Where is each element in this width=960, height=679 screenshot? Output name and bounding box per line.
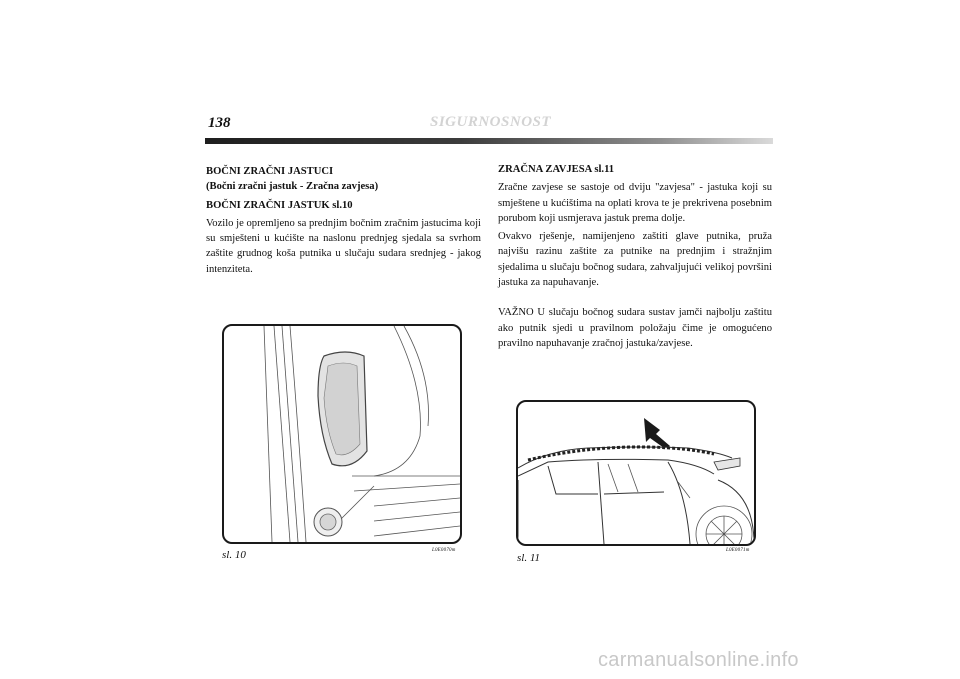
figure-10-seat-side-airbag (222, 324, 462, 544)
side-airbag-paragraph: Vozilo je opremljeno sa prednjim bočnim zračnim jastucima koji su smješteni u kućište na naslonu prednjeg sjedala sa svrhom zaštite grudnog koša putnika u slučaju sudara srednjeg - jakog intenziteta. (206, 217, 481, 275)
side-airbags-heading: BOČNI ZRAČNI JASTUCI (206, 166, 334, 177)
curtain-airbag-paragraph-1: Zračne zavjese se sastoje od dviju "zavjesa" - jastuka koji su smještene u kućištima na oplati krova te je prekrivena posebnim porubom koji usmjerava jastuk prema dolje. (498, 182, 772, 224)
right-column (498, 162, 772, 351)
seat-airbag-illustration (224, 326, 460, 542)
figure-11-curtain-airbag (516, 400, 756, 546)
curtain-airbag-paragraph-2: Ovakvo rješenje, namijenjeno zaštiti glave putnika, pruža najvišu razinu zaštite za putnike na prednjim i stražnjim sjedalima u slučaju bočnog sudara, zahvaljujući velikoj površini jastuka za napuhavanje. (498, 231, 772, 289)
side-airbag-subheading: BOČNI ZRAČNI JASTUK sl.10 (206, 199, 353, 211)
figure-10-label: sl. 10 (222, 549, 246, 561)
arrow-icon (644, 418, 670, 448)
curtain-airbag-heading: ZRAČNA ZAVJESA sl.11 (498, 164, 615, 175)
side-airbags-subtitle: (Bočni zračni jastuk - Zračna zavjesa) (206, 181, 379, 193)
page-number: 138 (208, 115, 231, 131)
curtain-airbag-illustration (518, 402, 754, 544)
curtain-airbag-line (528, 447, 714, 460)
figure-11-label: sl. 11 (517, 552, 541, 564)
important-note-paragraph: VAŽNO U slučaju bočnog sudara sustav jamči najbolju zaštitu ako putnik sjedi u pravilnom položaju čime je omogućeno pravilno napuhavanje zračnoj jastuka/zavjese. (498, 307, 772, 349)
watermark: carmanualsonline.info (598, 649, 799, 671)
figure-11-code: L0E0071m (726, 548, 750, 553)
left-column (206, 164, 481, 277)
header-rule (205, 138, 773, 144)
figure-10-code: L0E0070m (432, 548, 456, 553)
section-title: SIGURNOSNOST (430, 114, 552, 130)
